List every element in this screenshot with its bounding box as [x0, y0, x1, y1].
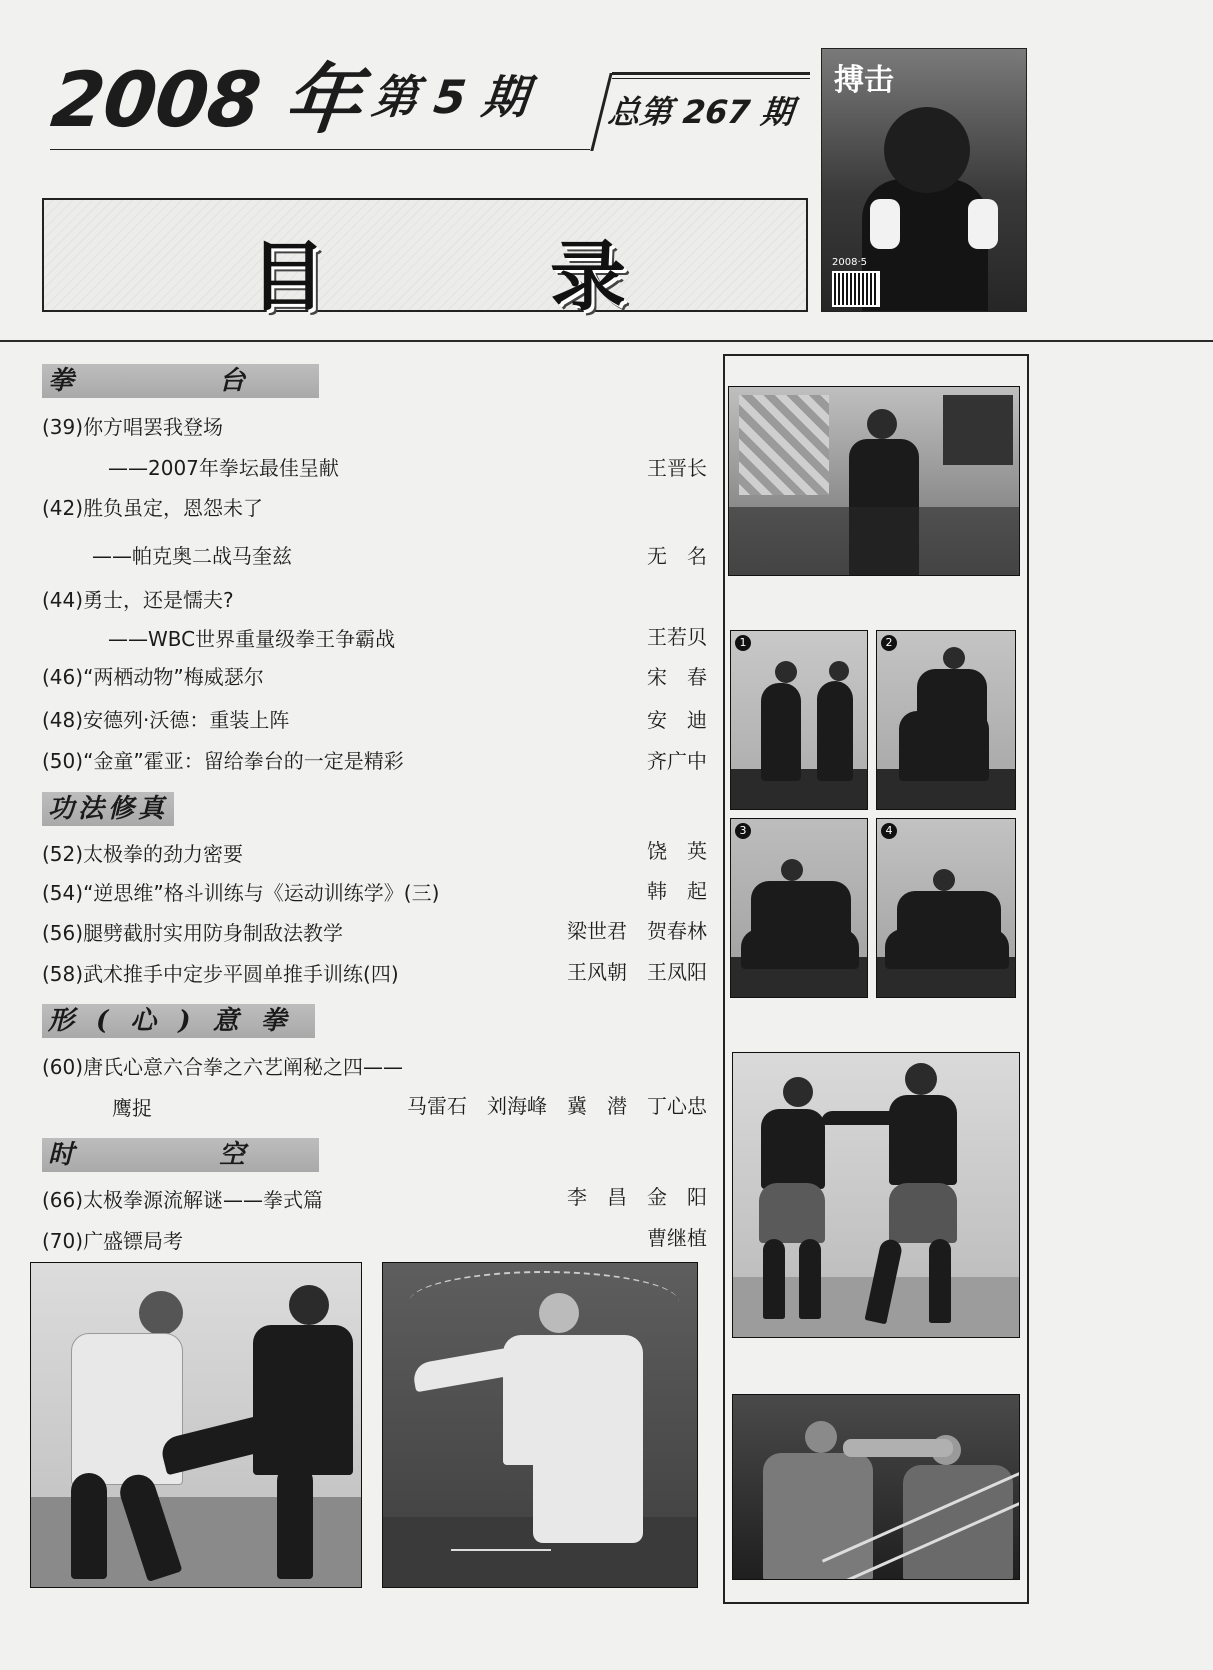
article-author: 王晋长	[647, 456, 707, 480]
article-author: 马雷石 刘海峰 冀 潜 丁心忠	[407, 1094, 707, 1118]
technique-step-photo	[876, 818, 1016, 998]
step-number-badge: 1	[735, 635, 751, 651]
article-subtitle: ——帕克奥二战马奎兹	[92, 544, 292, 568]
technique-step-photo	[730, 630, 868, 810]
page-number: (42)	[42, 496, 84, 520]
page-number: (60)	[42, 1055, 84, 1079]
article-author: 饶 英	[647, 839, 707, 863]
page-number: (44)	[42, 588, 84, 612]
page-number: (56)	[42, 921, 84, 945]
article-subtitle: ——2007年拳坛最佳呈献	[108, 456, 339, 480]
toc-entry[interactable]	[42, 748, 404, 774]
article-author: 梁世君 贺春林	[567, 919, 707, 943]
toc-entry[interactable]	[42, 1187, 323, 1213]
kick-demonstration-photo	[30, 1262, 362, 1588]
toc-entry[interactable]	[42, 707, 289, 733]
header-rule	[612, 72, 810, 75]
boxing-glove-icon	[870, 199, 900, 249]
article-title: “金童”霍亚：留给拳台的一定是精彩	[83, 749, 404, 773]
article-author: 曹继植	[647, 1226, 707, 1250]
barcode-icon	[832, 271, 880, 307]
toc-entry[interactable]	[42, 880, 439, 906]
section-heading: 拳 台	[42, 364, 319, 398]
step-number-badge: 2	[881, 635, 897, 651]
section-heading: 形(心)意拳	[42, 1004, 315, 1038]
divider	[0, 340, 1213, 342]
step-number-badge: 4	[881, 823, 897, 839]
technique-step-photo	[876, 630, 1016, 810]
cover-issue-label: 2008·5	[832, 257, 867, 268]
article-title: “两栖动物”梅威瑟尔	[83, 665, 264, 689]
toc-entry[interactable]	[42, 961, 399, 987]
article-author: 宋 春	[647, 665, 707, 689]
header-rule	[612, 78, 810, 79]
step-number-badge: 3	[735, 823, 751, 839]
article-title: 腿劈截肘实用防身制敌法教学	[83, 921, 344, 945]
toc-title-char: 录	[550, 232, 626, 321]
article-author: 王风朝 王凤阳	[567, 960, 707, 984]
article-title: 胜负虽定，恩怨未了	[83, 496, 264, 520]
toc-title-char: 目	[250, 232, 326, 321]
article-title: 太极拳的劲力密要	[83, 842, 244, 866]
article-title: 安德列·沃德：重装上阵	[83, 708, 290, 732]
article-subtitle: 鹰捉	[112, 1096, 152, 1120]
article-title: 唐氏心意六合拳之六艺阐秘之四——	[83, 1055, 404, 1079]
toc-entry[interactable]	[42, 414, 223, 440]
toc-entry[interactable]	[42, 495, 263, 521]
toc-entry[interactable]	[42, 1054, 403, 1080]
issue-year: 2008 年	[47, 55, 365, 144]
article-title: 勇士，还是懦夫?	[83, 588, 234, 612]
header-rule	[50, 149, 590, 150]
article-title: 广盛镖局考	[83, 1229, 184, 1253]
article-author: 李 昌 金 阳	[567, 1185, 707, 1209]
page-number: (50)	[42, 749, 84, 773]
boxer-gym-photo	[728, 386, 1020, 576]
article-title: 你方唱罢我登场	[83, 415, 224, 439]
section-heading: 功法修真	[42, 792, 174, 826]
taiji-posture-photo	[382, 1262, 698, 1588]
article-author: 齐广中	[647, 749, 707, 773]
page-number: (52)	[42, 842, 84, 866]
page-number: (66)	[42, 1188, 84, 1212]
page-number: (54)	[42, 881, 84, 905]
toc-entry[interactable]	[42, 664, 264, 690]
sparring-photo	[732, 1052, 1020, 1338]
article-author: 韩 起	[647, 879, 707, 903]
technique-step-photo	[730, 818, 868, 998]
toc-entry[interactable]	[42, 1228, 183, 1254]
issue-number: 第 5 期	[369, 70, 531, 124]
article-title: 太极拳源流解谜——拳式篇	[83, 1188, 324, 1212]
toc-title-banner	[42, 198, 808, 321]
toc-entry[interactable]	[42, 920, 343, 946]
article-title: 武术推手中定步平圆单推手训练(四)	[83, 962, 399, 986]
article-title: “逆思维”格斗训练与《运动训练学》(三)	[83, 881, 440, 905]
article-subtitle: ——WBC世界重量级拳王争霸战	[108, 627, 396, 651]
toc-entry[interactable]	[42, 587, 234, 613]
page-number: (46)	[42, 665, 84, 689]
toc-entry[interactable]	[42, 841, 243, 867]
article-author: 安 迪	[647, 708, 707, 732]
boxing-match-photo	[732, 1394, 1020, 1580]
magazine-cover-image	[821, 48, 1027, 312]
boxing-glove-icon	[968, 199, 998, 249]
motion-arrow-icon	[409, 1271, 679, 1333]
page-number: (58)	[42, 962, 84, 986]
cover-magazine-name: 搏击	[834, 63, 894, 98]
article-author: 王若贝	[647, 625, 707, 649]
section-heading: 时 空	[42, 1138, 319, 1172]
page-number: (48)	[42, 708, 84, 732]
motion-arrow-icon	[451, 1549, 551, 1551]
cover-boxer-head	[884, 107, 970, 193]
page-number: (70)	[42, 1229, 84, 1253]
article-author: 无 名	[647, 544, 707, 568]
total-issue-number: 总第 267 期	[606, 93, 796, 131]
page-number: (39)	[42, 415, 84, 439]
